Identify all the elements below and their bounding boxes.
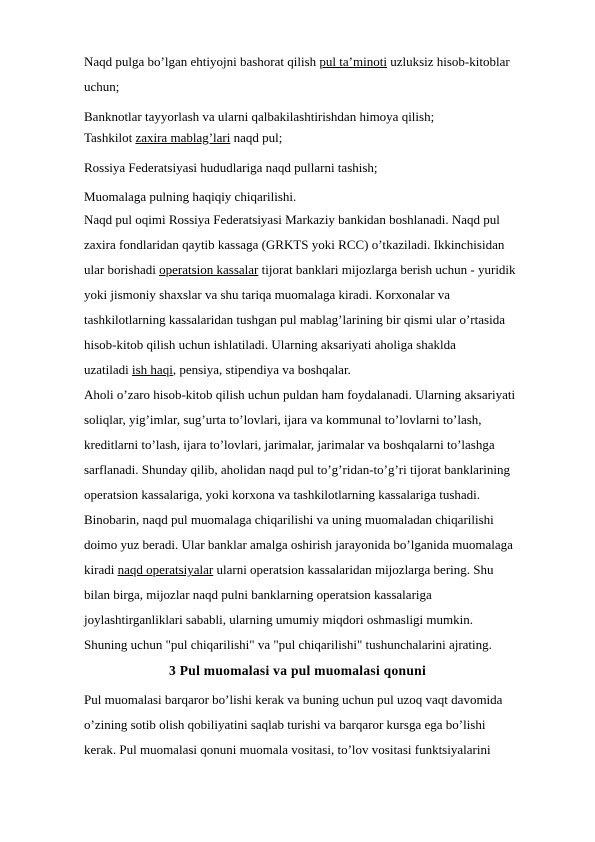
paragraph-line: soliqlar, yig’imlar, sug’urta to’lovlari, ijara va kommunal to’lovlarni to’lash, [84, 412, 482, 427]
list-item: Muomalaga pulning haqiqiy chiqarilishi. [84, 189, 297, 204]
paragraph-line: Binobarin, naqd pul muomalaga chiqarilishi va uning muomaladan chiqarilishi [84, 512, 494, 527]
paragraph-line: Aholi o’zaro hisob-kitob qilish uchun puldan ham foydalanadi. Ularning aksariyati [84, 387, 516, 402]
paragraph-line [84, 562, 494, 577]
list-item [84, 130, 282, 145]
link-naqd-operatsiyalar[interactable]: naqd operatsiyalar [117, 562, 214, 577]
text-span: kiradi [84, 562, 118, 577]
paragraph-line: Shuning uchun "pul chiqarilishi" va "pul chiqarilishi" tushunchalarini ajrating. [84, 637, 492, 652]
text-span: uzluksiz hisob-kitoblar [386, 54, 510, 69]
text-span: Naqd pulga bo’lgan ehtiyojni bashorat qilish [84, 54, 320, 69]
list-item-continuation: uchun; [84, 79, 120, 94]
paragraph-line: doimo yuz beradi. Ular banklar amalga oshirish jarayonida bo’lganida muomalaga [84, 537, 513, 552]
paragraph-line: Pul muomalasi barqaror bo’lishi kerak va buning uchun pul uzoq vaqt davomida [84, 692, 503, 707]
paragraph-line: bilan birga, mijozlar naqd pulni banklarning operatsion kassalariga [84, 587, 432, 602]
link-ish-haqi[interactable]: ish haqi [132, 362, 173, 377]
list-item [84, 54, 510, 69]
text-span: naqd pul; [230, 130, 283, 145]
paragraph-line: o’zining sotib olish qobiliyatini saqlab turishi va barqaror kursga ega bo’lishi [84, 717, 486, 732]
paragraph-line [84, 262, 516, 277]
paragraph-line: tashkilotlarning kassalaridan tushgan pul mablag’larining bir qismi ular o’rtasida [84, 312, 505, 327]
text-span: tijorat banklari mijozlarga berish uchun - yuridik [258, 262, 516, 277]
text-span: ular borishadi [84, 262, 160, 277]
link-zaxira-mablaglari[interactable]: zaxira mablag’lari [135, 130, 231, 145]
paragraph-line: Naqd pul oqimi Rossiya Federatsiyasi Markaziy bankidan boshlanadi. Naqd pul [84, 212, 500, 227]
paragraph-line: kerak. Pul muomalasi qonuni muomala vositasi, to’lov vositasi funktsiyalarini [84, 742, 491, 757]
paragraph-line: kreditlarni to’lash, ijara to’lovlari, jarimalar, jarimalar va boshqalarni to’lashga [84, 437, 495, 452]
text-span: uzatiladi [84, 362, 133, 377]
paragraph-line: yoki jismoniy shaxslar va shu tariqa muomalaga kiradi. Korxonalar va [84, 287, 451, 302]
link-pul-taminoti[interactable]: pul ta’minoti [319, 54, 387, 69]
text-span: Tashkilot [84, 130, 136, 145]
paragraph-line: sarflanadi. Shunday qilib, aholidan naqd pul to’g’ridan-to’g’ri tijorat banklarining [84, 462, 511, 477]
section-heading: 3 Pul muomalasi va pul muomalasi qonuni [168, 663, 426, 678]
link-operatsion-kassalar[interactable]: operatsion kassalar [159, 262, 259, 277]
paragraph-line: joylashtirganliklari sababli, ularning umumiy miqdori oshmasligi mumkin. [84, 612, 474, 627]
paragraph-line [84, 362, 351, 377]
text-span: , pensiya, stipendiya va boshqalar. [172, 362, 351, 377]
text-span: ularni operatsion kassalaridan mijozlarga bering. Shu [213, 562, 494, 577]
paragraph-line: hisob-kitob qilish uchun ishlatiladi. Ularning aksariyati aholiga shaklda [84, 337, 456, 352]
list-item: Banknotlar tayyorlash va ularni qalbakilashtirishdan himoya qilish; [84, 109, 435, 124]
paragraph-line: operatsion kassalariga, yoki korxona va tashkilotlarning kassalariga tushadi. [84, 487, 481, 502]
paragraph-line: zaxira fondlaridan qaytib kassaga (GRKTS yoki RCC) o’tkaziladi. Ikkinchisidan [84, 237, 505, 252]
list-item: Rossiya Federatsiyasi hududlariga naqd pullarni tashish; [84, 160, 378, 175]
